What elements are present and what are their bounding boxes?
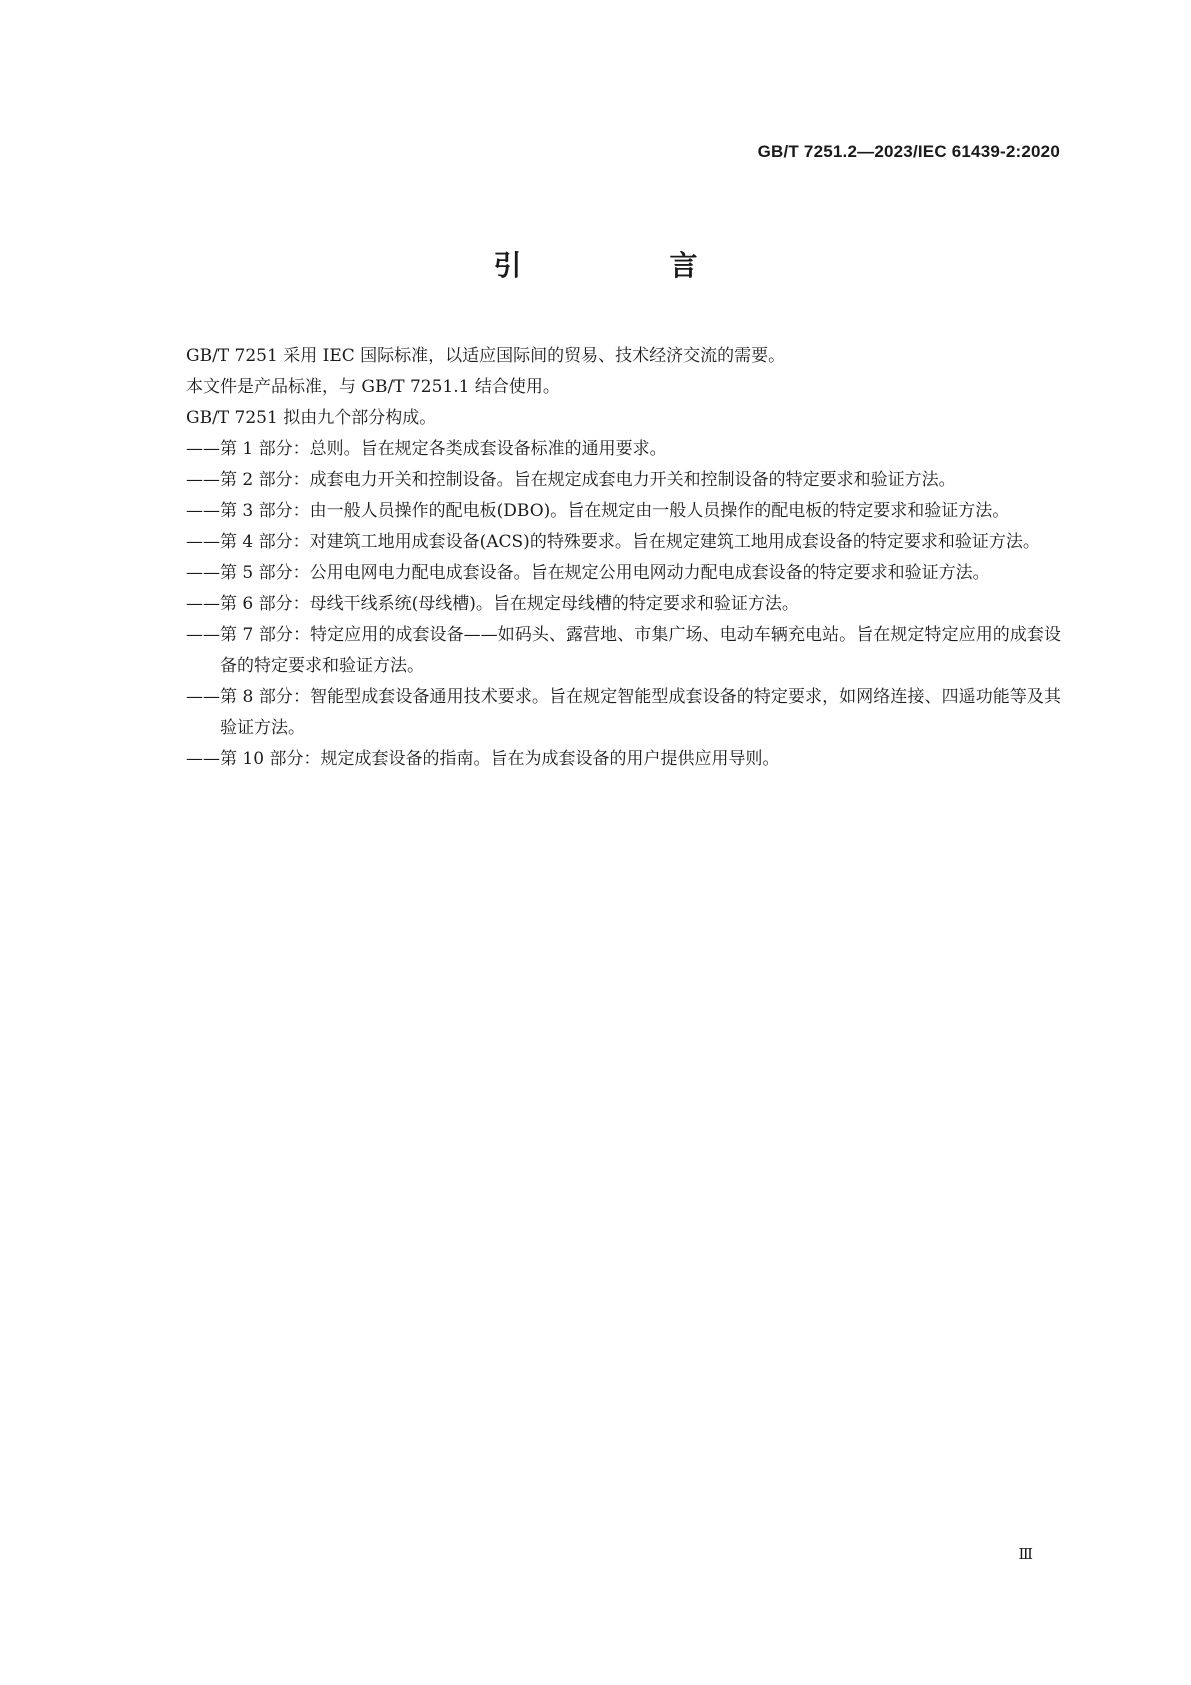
intro-paragraph: 本文件是产品标准，与 GB/T 7251.1 结合使用。 — [186, 377, 560, 397]
list-item-text: 第 6 部分：母线干线系统(母线槽)。旨在规定母线槽的特定要求和验证方法。 — [220, 594, 799, 614]
dash-marker: —— — [186, 594, 220, 614]
dash-marker: —— — [186, 501, 220, 521]
list-item-text: 第 3 部分：由一般人员操作的配电板(DBO)。旨在规定由一般人员操作的配电板的特定要求和验证方法。 — [220, 501, 1010, 521]
parts-list — [186, 434, 1061, 775]
dash-marker: —— — [186, 687, 220, 707]
dash-marker: —— — [186, 563, 220, 583]
list-item-text: 第 5 部分：公用电网电力配电成套设备。旨在规定公用电网动力配电成套设备的特定要求和验证方法。 — [220, 563, 990, 583]
intro-paragraph: GB/T 7251 采用 IEC 国际标准，以适应国际间的贸易、技术经济交流的需要。 — [186, 346, 786, 366]
list-item-text: 第 10 部分：规定成套设备的指南。旨在为成套设备的用户提供应用导则。 — [220, 749, 780, 769]
document-body — [186, 341, 1061, 775]
list-item-part-7 — [186, 620, 1061, 682]
list-item-text: 第 2 部分：成套电力开关和控制设备。旨在规定成套电力开关和控制设备的特定要求和验证方法。 — [220, 470, 956, 490]
dash-marker: —— — [186, 625, 220, 645]
list-item-part-10 — [186, 744, 1061, 775]
list-item-text: 第 4 部分：对建筑工地用成套设备(ACS)的特殊要求。旨在规定建筑工地用成套设备的特定要求和验证方法。 — [220, 532, 1040, 552]
dash-marker: —— — [186, 470, 220, 490]
dash-marker: —— — [186, 749, 220, 769]
list-item-part-3 — [186, 496, 1061, 527]
standard-number-header: GB/T 7251.2—2023/IEC 61439-2:2020 — [757, 142, 1060, 161]
list-item-text: 第 8 部分：智能型成套设备通用技术要求。旨在规定智能型成套设备的特定要求，如网络连接、四遥功能等及其验证方法。 — [220, 687, 1061, 738]
list-item-text: 第 7 部分：特定应用的成套设备——如码头、露营地、市集广场、电动车辆充电站。旨在规定特定应用的成套设备的特定要求和验证方法。 — [220, 625, 1061, 676]
list-item-part-2 — [186, 465, 1061, 496]
list-item-part-8 — [186, 682, 1061, 744]
intro-paragraph: GB/T 7251 拟由九个部分构成。 — [186, 408, 437, 428]
page-number: Ⅲ — [1018, 1545, 1033, 1563]
list-item-part-5 — [186, 558, 1061, 589]
page-title: 引 言 — [493, 249, 758, 282]
list-item-part-6 — [186, 589, 1061, 620]
dash-marker: —— — [186, 532, 220, 552]
list-item-text: 第 1 部分：总则。旨在规定各类成套设备标准的通用要求。 — [220, 439, 667, 459]
dash-marker: —— — [186, 439, 220, 459]
list-item-part-4 — [186, 527, 1061, 558]
list-item-part-1 — [186, 434, 1061, 465]
